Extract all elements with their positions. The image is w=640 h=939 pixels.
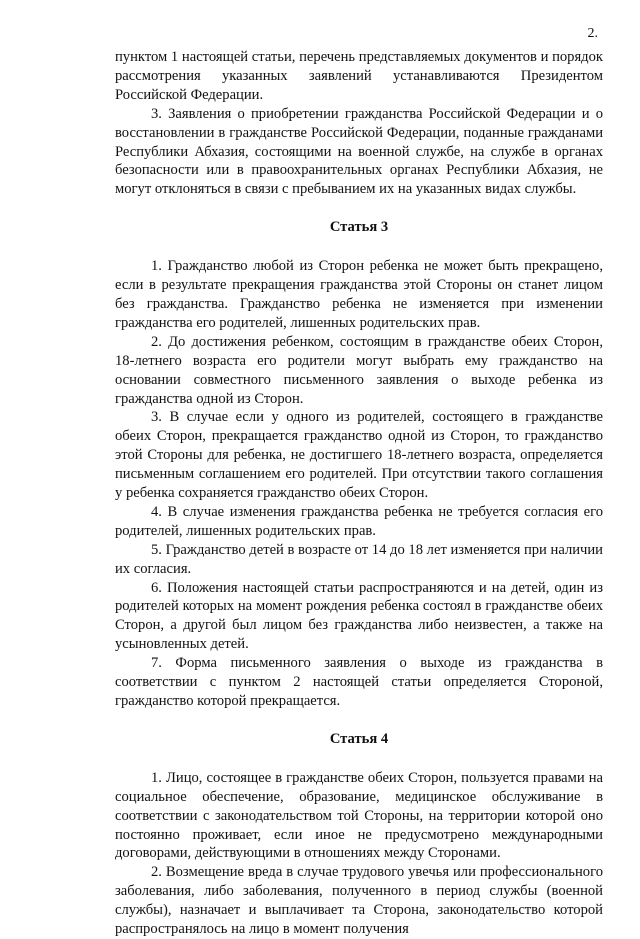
paragraph: 5. Гражданство детей в возрасте от 14 до 18 лет изменяется при наличии их согласия. — [115, 541, 603, 577]
paragraph-continuation: пунктом 1 настоящей статьи, перечень представляемых документов и порядок рассмотрения указанных заявлений устанавливаются Президентом Российской Федерации. — [115, 49, 603, 103]
document-body — [115, 48, 603, 939]
paragraph: 3. Заявления о приобретении гражданства Российской Федерации и о восстановлении в гражданстве Российской Федерации, поданные гражданами Республики Абхазия, состоящими на военной службе, на службе в органах безопасности или в правоохранительных органах Республики Абхазия, не могут отклоняться в связи с пребыванием их на указанных видах службы. — [115, 105, 603, 198]
paragraph: 2. До достижения ребенком, состоящим в гражданстве обеих Сторон, 18-летнего возраста его родители могут выбрать ему гражданство на основании совместного письменного заявления о выходе ребенка из гражданства одной из Сторон. — [115, 333, 603, 407]
paragraph: 4. В случае изменения гражданства ребенка не требуется согласия его родителей, лишенных родительских прав. — [115, 503, 603, 539]
paragraph: 1. Лицо, состоящее в гражданстве обеих Сторон, пользуется правами на социальное обеспечение, образование, медицинское обслуживание в соответствии с законодательством той Стороны, на территории которой оно постоянно проживает, если иное не предусмотрено международными договорами, действующими в отношениях между Сторонами. — [115, 769, 603, 862]
article-3-heading: Статья 3 — [329, 219, 389, 236]
paragraph: 2. Возмещение вреда в случае трудового увечья или профессионального заболевания, либо заболевания, полученного в период службы (военной службы), назначает и выплачивает та Сторона, законодательство которой распространялось на лицо в момент получения — [115, 864, 603, 938]
paragraph: 3. В случае если у одного из родителей, состоящего в гражданстве обеих Сторон, прекращается гражданство одной из Сторон, то гражданство этой Стороны для ребенка, не достигшего 18-летнего возраста, определяется письменным соглашением его родителей. При отсутствии такого соглашения у ребенка сохраняется гражданство обеих Сторон. — [115, 409, 603, 502]
paragraph: 7. Форма письменного заявления о выходе из гражданства в соответствии с пунктом 2 настоящей статьи определяется Стороной, гражданство которой прекращается. — [115, 655, 603, 709]
paragraph: 1. Гражданство любой из Сторон ребенка не может быть прекращено, если в результате прекращения гражданства этой Стороны он станет лицом без гражданства. Гражданство ребенка не изменяется при изменении гражданства его родителей, лишенных родительских прав. — [115, 258, 603, 331]
page-number: 2. — [587, 26, 598, 41]
article-4-heading: Статья 4 — [329, 730, 389, 747]
paragraph: 6. Положения настоящей статьи распространяются и на детей, один из родителей которых на момент рождения ребенка состоял в гражданстве обеих Сторон, а другой был лицом без гражданства либо неизвестен, а также на усыновленных детей. — [115, 579, 603, 653]
